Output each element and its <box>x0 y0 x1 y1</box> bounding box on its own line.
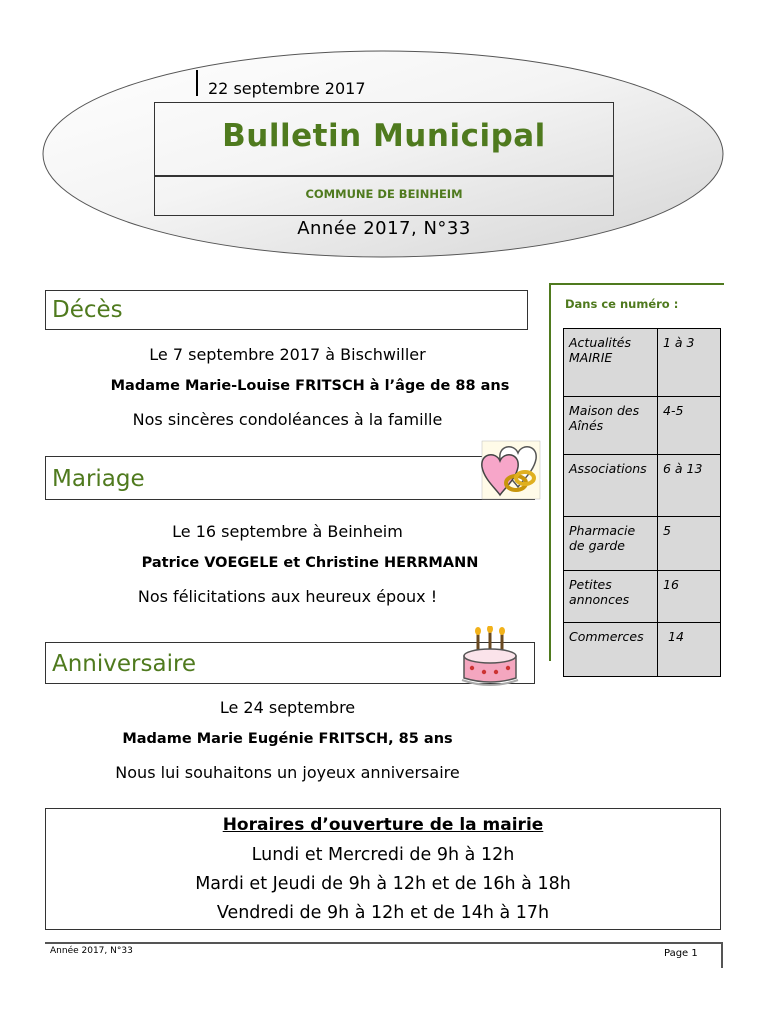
contents-label: Pharmacie de garde <box>564 517 658 571</box>
hours-tuesday-thursday: Mardi et Jeudi de 9h à 12h et de 16h à 18h <box>195 874 571 894</box>
footer-rule <box>45 942 723 944</box>
contents-pages: 16 <box>658 571 721 623</box>
contents-row <box>564 517 721 571</box>
contents-row <box>564 455 721 517</box>
deces-message: Nos sincères condoléances à la famille <box>132 410 443 429</box>
sidebar-rule-horizontal <box>549 283 724 285</box>
contents-row <box>564 329 721 397</box>
commune-name: COMMUNE DE BEINHEIM <box>305 187 463 201</box>
contents-pages: 4-5 <box>658 397 721 455</box>
mariage-message: Nos félicitations aux heureux époux ! <box>137 587 438 606</box>
deces-name: Madame Marie-Louise FRITSCH à l’âge de 88 ans <box>110 378 510 394</box>
sidebar-rule-vertical <box>549 283 551 661</box>
contents-pages: 6 à 13 <box>658 455 721 517</box>
issue-number: Année 2017, N°33 <box>297 218 471 239</box>
title-divider <box>154 175 614 177</box>
sidebar-heading: Dans ce numéro : <box>565 297 679 311</box>
anniversaire-date: Le 24 septembre <box>219 698 356 717</box>
page-title: Bulletin Municipal <box>222 118 546 154</box>
mariage-title: Mariage <box>52 466 145 492</box>
contents-table <box>563 328 721 677</box>
date-rule <box>196 70 198 96</box>
contents-row <box>564 623 721 677</box>
contents-label: Associations <box>564 455 658 517</box>
mariage-header <box>45 456 535 500</box>
contents-pages: 1 à 3 <box>658 329 721 397</box>
deces-title: Décès <box>52 297 123 323</box>
deces-date: Le 7 septembre 2017 à Bischwiller <box>149 345 426 364</box>
contents-pages: 5 <box>658 517 721 571</box>
footer-rule-vertical <box>721 942 723 968</box>
birthday-cake-icon <box>458 626 522 690</box>
contents-label: Actualités MAIRIE <box>564 329 658 397</box>
hours-monday-wednesday: Lundi et Mercredi de 9h à 12h <box>251 845 515 865</box>
issue-date: 22 septembre 2017 <box>208 79 366 98</box>
anniversaire-title: Anniversaire <box>52 651 197 677</box>
contents-label: Commerces <box>564 623 658 677</box>
mariage-names: Patrice VOEGELE et Christine HERRMANN <box>141 555 479 571</box>
contents-pages: 14 <box>658 623 721 677</box>
anniversaire-name: Madame Marie Eugénie FRITSCH, 85 ans <box>122 731 453 747</box>
deces-header <box>45 290 528 330</box>
hearts-rings-icon <box>478 437 544 503</box>
contents-row <box>564 571 721 623</box>
contents-label: Petites annonces <box>564 571 658 623</box>
footer-issue: Année 2017, N°33 <box>50 946 133 956</box>
mariage-date: Le 16 septembre à Beinheim <box>172 522 403 541</box>
anniversaire-message: Nous lui souhaitons un joyeux anniversaire <box>115 763 460 782</box>
contents-row <box>564 397 721 455</box>
hours-title: Horaires d’ouverture de la mairie <box>222 815 544 835</box>
contents-label: Maison des Aînés <box>564 397 658 455</box>
page-number: Page 1 <box>664 948 698 959</box>
hours-friday: Vendredi de 9h à 12h et de 14h à 17h <box>216 903 550 923</box>
